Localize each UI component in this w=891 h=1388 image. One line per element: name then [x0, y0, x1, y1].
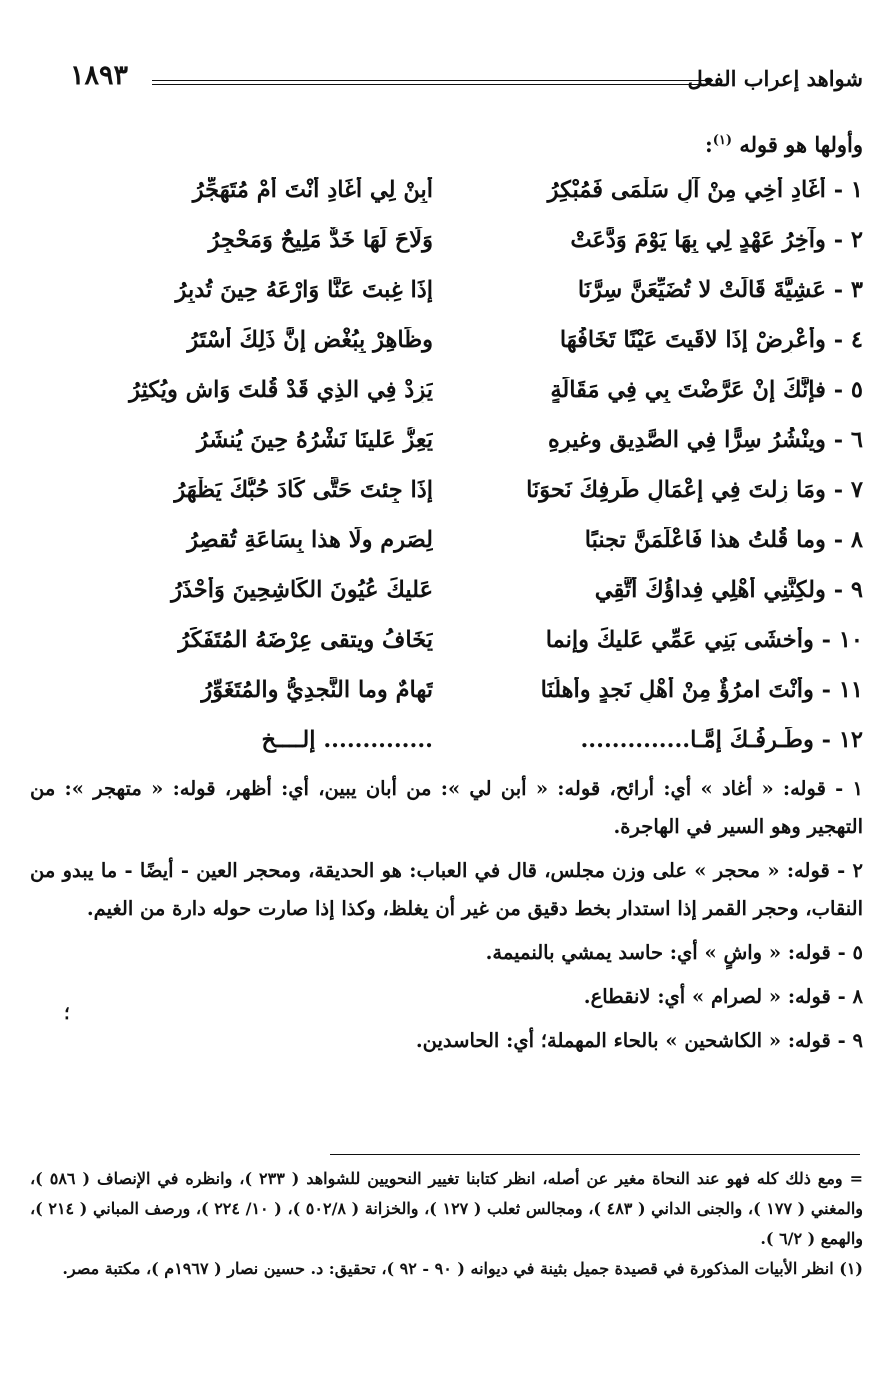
verse [70, 673, 863, 723]
intro-line [705, 132, 863, 157]
commentary-note: ٨ - قوله: « لصرام » أي: لانقطاع. [583, 985, 863, 1008]
footnote: (١) انظر الأبيات المذكورة في قصيدة جميل بثينة في ديوانه ( ٩٠ - ٩٢ )، تحقيق: د. حسين نصار ( ١٩٦٧م )، مكتبة مصر. [62, 1259, 863, 1278]
first-hemistich [463, 327, 863, 353]
commentary-note: ٥ - قوله: « واشٍ » أي: حاسد يمشي بالنميمة. [485, 941, 863, 964]
commentary-note: ٩ - قوله: « الكاشحين » بالحاء المهملة؛ أي: الحاسدين. [415, 1029, 863, 1052]
verse [70, 523, 863, 573]
footnote-ref: (١) [712, 133, 732, 148]
commentary-note: ٢ - قوله: « محجر » على وزن مجلس، قال في العباب: هو الحديقة، ومحجر العين - أيضًا - ما يبدو من النقاب، وحجر القمر إذا استدار بخط دقيق من غير أن يغلظ، وكذا إذا صارت حوله دارة من الغيم. [30, 859, 863, 920]
second-hemistich: أَبِنْ لِي أَغَادِ أَنْتَ أَمْ مُتَهَجِّرُ [192, 177, 433, 203]
first-hemistich-text: وما قُلتُ هذا فَاعْلَمَنَّ تجنبًا [584, 527, 826, 553]
first-hemistich [463, 227, 863, 253]
first-hemistich [463, 727, 863, 753]
first-hemistich [463, 477, 863, 503]
first-hemistich-text: وينْشُرُ سِرًّا فِي الصَّدِيقِ وغيرِهِ [548, 427, 826, 453]
second-hemistich: إِذَا غِبتَ عَنَّا وَارْعَهُ حِينَ تُدبِرُ [175, 277, 433, 303]
first-hemistich-text: وأَنْتَ امرُؤٌ مِنْ أَهْلِ نَجدٍ وأَهلُنَا [540, 677, 814, 703]
first-hemistich-text: عَشِيَّةَ قَالَتْ لا تُضَيِّعَنَّ سِرَّنَا [577, 277, 826, 303]
verse [70, 273, 863, 323]
verse [70, 423, 863, 473]
intro-text: وأولها هو قوله [739, 132, 863, 157]
second-hemistich: عَليكَ عُيُونَ الكَاشِحِينَ وَأَحْذَرُ [171, 577, 433, 603]
verse [70, 323, 863, 373]
poem [70, 173, 863, 773]
second-hemistich: لِصَرمٍ ولَا هذا بِسَاعَةِ تُقصِرُ [187, 527, 433, 553]
second-hemistich: يَزِدْ فِي الذِي قَدْ قُلتَ وَاشٍ ويُكثِرُ [129, 377, 433, 403]
verse-number: ٤ - [833, 327, 863, 353]
first-hemistich [463, 377, 863, 403]
first-hemistich [463, 627, 863, 653]
verse-number: ٣ - [833, 277, 863, 303]
header-rule [152, 80, 713, 85]
running-title: شواهد إعراب الفعل [687, 66, 863, 91]
page-header [70, 56, 863, 106]
first-hemistich [463, 427, 863, 453]
second-hemistich: تَهامٌ وما النَّجدِيُّ والمُتَغَوِّرُ [201, 677, 433, 703]
first-hemistich [463, 277, 863, 303]
verse-number: ٩ - [833, 577, 863, 603]
commentary [30, 770, 863, 1066]
verse [70, 573, 863, 623]
verse-number: ٨ - [833, 527, 863, 553]
first-hemistich-text: فإِنَّكَ إِنْ عَرَّضْتَ بِي فِي مَقَالَةٍ [550, 377, 826, 403]
verse-number: ١٢ - [821, 727, 863, 753]
first-hemistich-text: وأَخشَى بَنِي عَمِّي عَليكَ وإنما [545, 627, 814, 653]
page-number: ١٨٩٣ [70, 60, 129, 91]
verse-number: ١٠ - [821, 627, 863, 653]
second-hemistich: وَلَاحَ لَهَا خَدٌّ مَلِيحٌ وَمَحْجِرُ [208, 227, 433, 253]
commentary-note: ١ - قوله: « أغاد » أي: أرائح، قوله: « أبن لي »: من أبان يبين، أي: أظهر، قوله: « متهجر »: من التهجير وهو السير في الهاجرة. [30, 777, 863, 838]
second-hemistich: وظَاهِرْ بِبُغْضٍ إِنَّ ذَلِكَ أَسْتَرُ [187, 327, 433, 353]
second-hemistich: .............. إلــــخ [261, 727, 433, 753]
verse [70, 373, 863, 423]
verse-number: ٥ - [833, 377, 863, 403]
verse [70, 623, 863, 673]
first-hemistich [463, 577, 863, 603]
second-hemistich: يَعِزُّ عَلينَا نَشْرُهُ حِينَ يُنشَرُ [196, 427, 433, 453]
margin-mark: ؛ [64, 1003, 70, 1024]
second-hemistich: يَخَافُ ويتقى عِرْضَهُ المُتَفَكِّرُ [178, 627, 433, 653]
verse [70, 473, 863, 523]
verse-number: ٧ - [833, 477, 863, 503]
footnote-continuation: = ومع ذلك كله فهو عند النحاة مغير عن أصله، انظر كتابنا تغيير النحويين للشواهد ( ٢٣٣ )، وانظره في الإنصاف ( ٥٨٦ )، والمغني ( ١٧٧ )، والجنى الداني ( ٤٨٣ )، ومجالس ثعلب ( ١٢٧ )، والخزانة ( ٥٠٢/٨ )، ( ١٠/ ٢٢٤ )، ورصف المباني ( ٢١٤ )، والهمع ( ٦/٢ ). [30, 1169, 864, 1248]
footnote-rule [330, 1154, 860, 1155]
verse-number: ٢ - [833, 227, 863, 253]
verse-number: ١١ - [821, 677, 863, 703]
first-hemistich-text: وطَـرفُـكَ إِمَّـا.............. [580, 727, 814, 753]
footnotes [30, 1164, 863, 1284]
second-hemistich: إِذَا جِئتَ حَتَّى كَادَ حُبُّكَ يَظْهَرُ [174, 477, 433, 503]
verse-number: ١ - [833, 177, 863, 203]
first-hemistich-text: ولكِنَّنِي أَهْلِي فِداؤُكَ أَتَّقِي [594, 577, 826, 603]
intro-colon: : [704, 132, 713, 157]
verse [70, 723, 863, 773]
first-hemistich [463, 177, 863, 203]
first-hemistich-text: أَغَادِ أَخِي مِنْ آلِ سَلْمَى فَمُبْكِرُ [547, 177, 826, 203]
first-hemistich [463, 527, 863, 553]
first-hemistich-text: وآخِرُ عَهْدٍ لِي بِهَا يَوْمَ وَدَّعَتْ [570, 227, 826, 253]
first-hemistich-text: وأَعْرِضْ إِذَا لاقَيتَ عَيْنًا تَخَافُهَا [559, 327, 826, 353]
verse-number: ٦ - [833, 427, 863, 453]
verse [70, 223, 863, 273]
verse [70, 173, 863, 223]
first-hemistich-text: ومَا زِلتَ فِي إِعْمَالِ طَرفِكَ نَحوَنَا [526, 477, 826, 503]
first-hemistich [463, 677, 863, 703]
